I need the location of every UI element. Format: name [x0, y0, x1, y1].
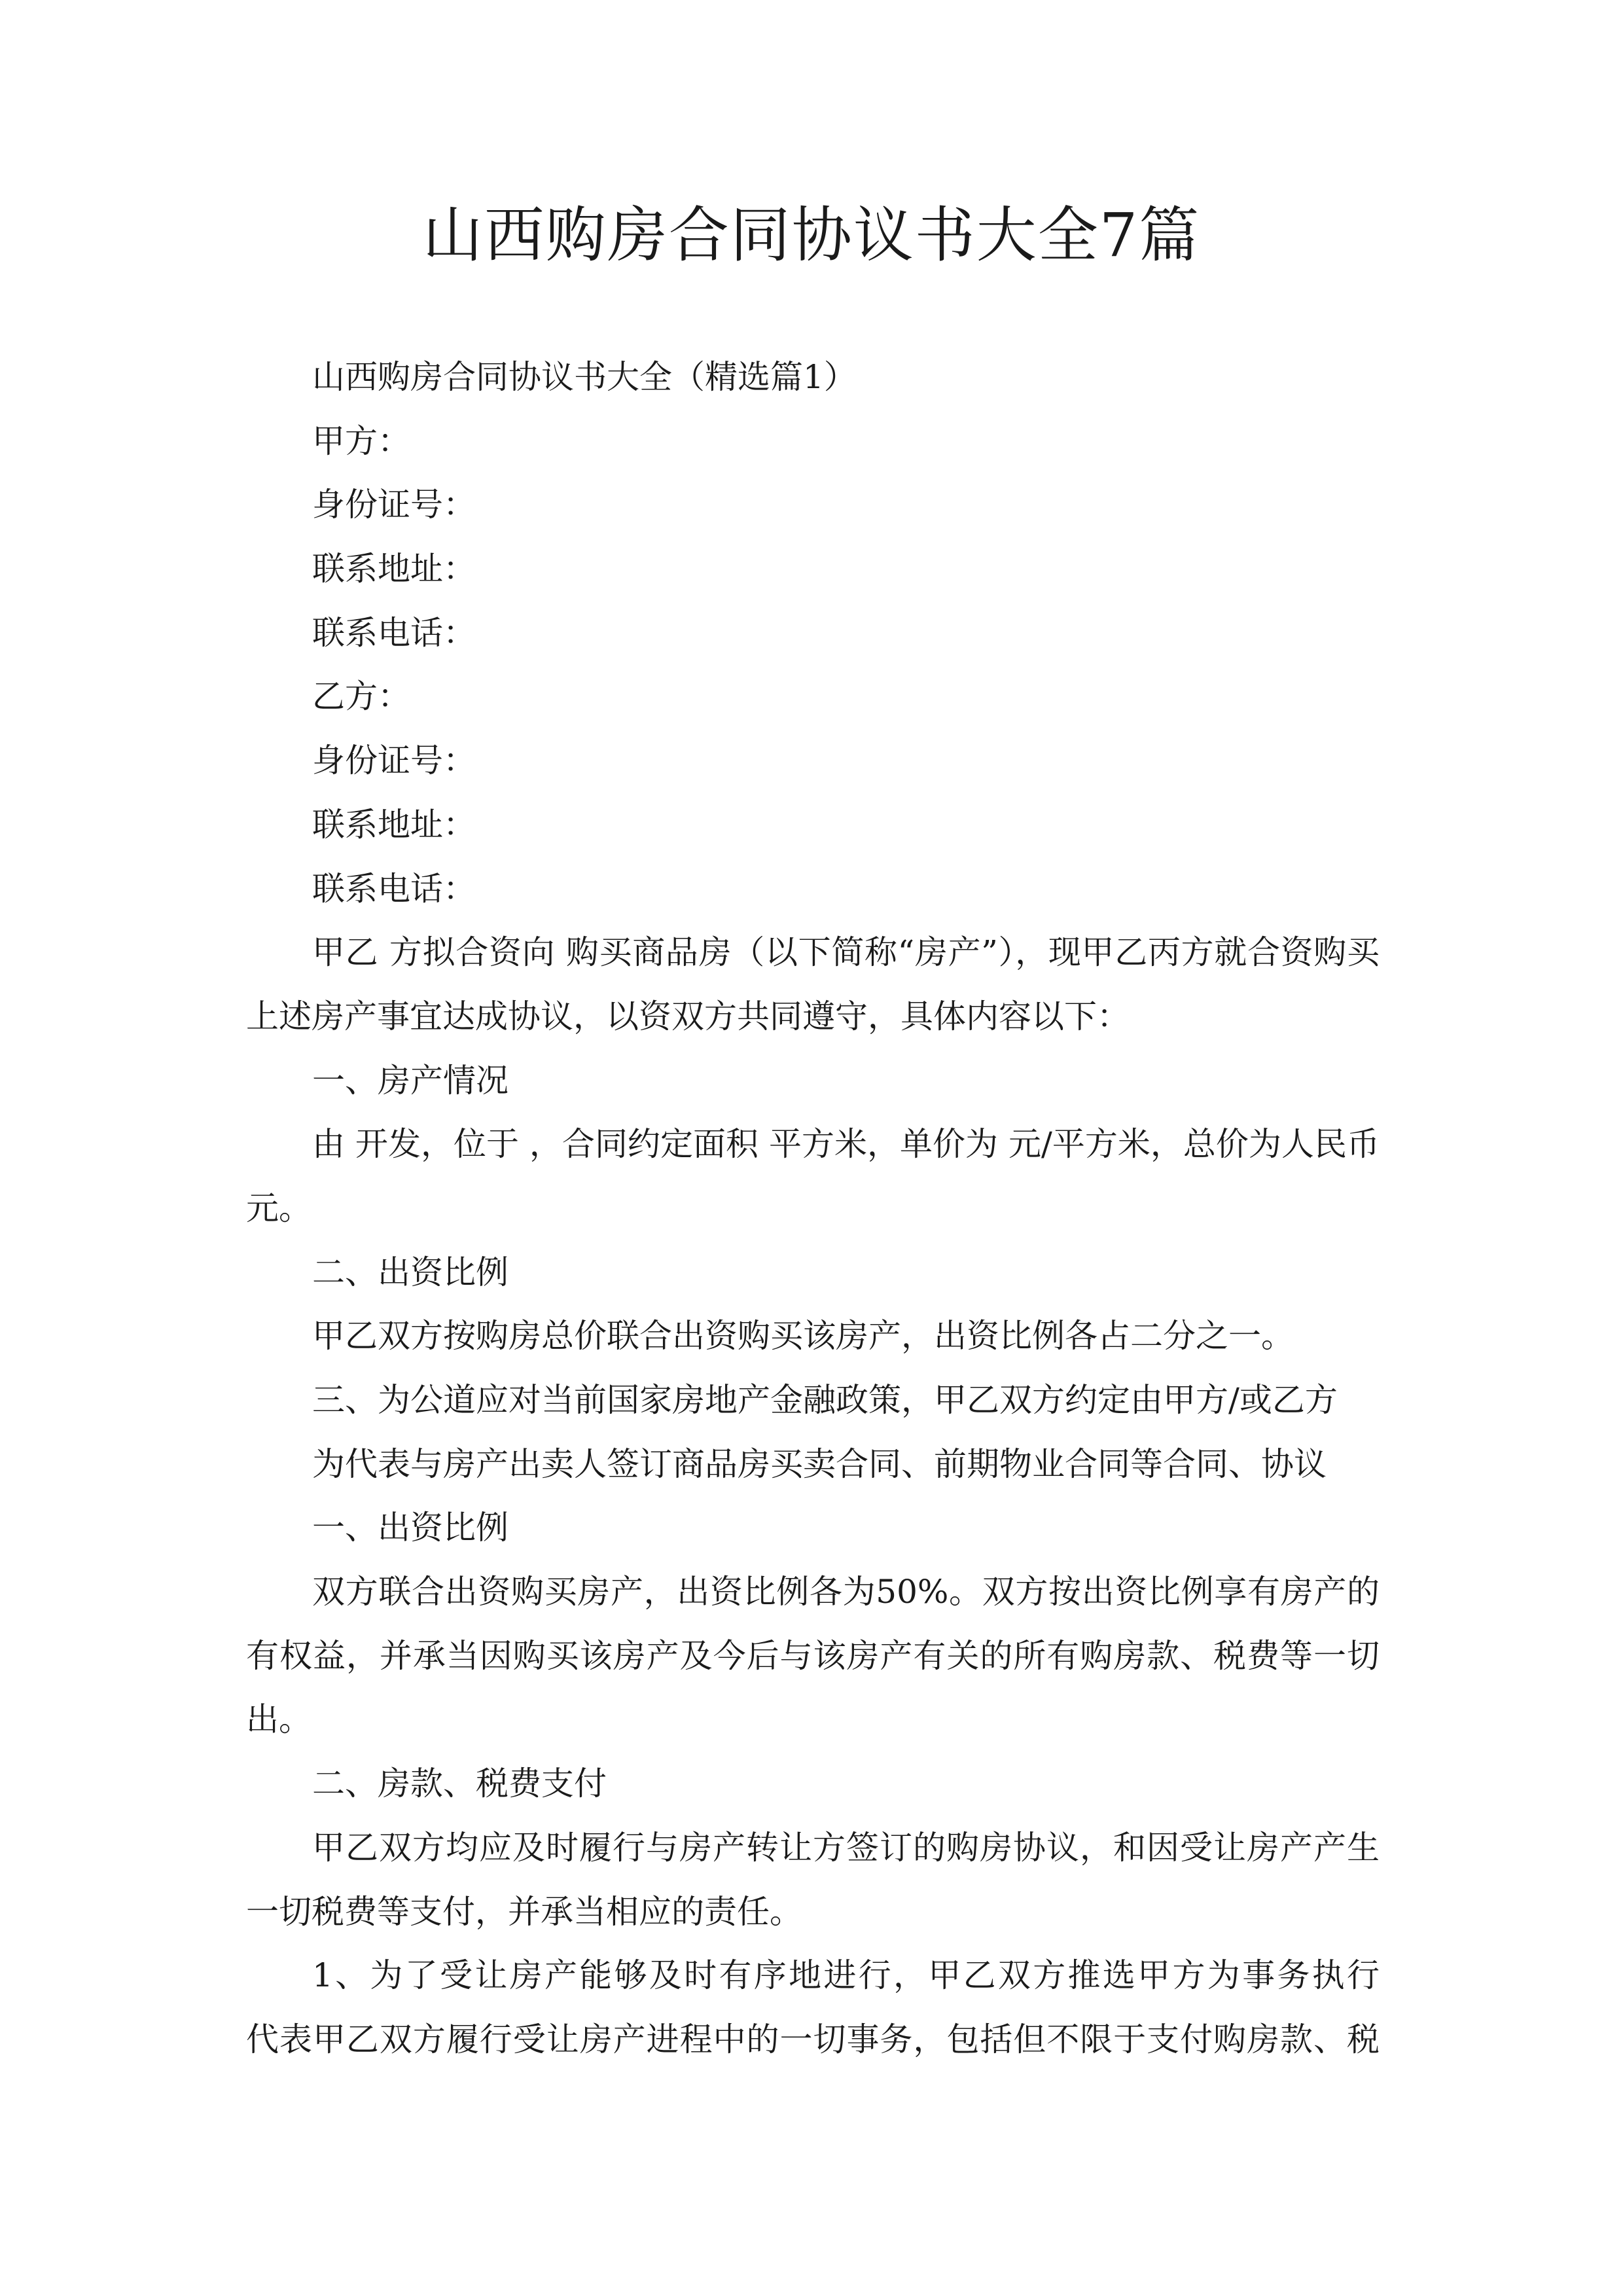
document-body: [246, 346, 1380, 2072]
paragraph-line: 1、为了受让房产能够及时有序地进行，甲乙双方推选甲方为事务执行: [312, 1956, 1380, 1995]
paragraph-line: 甲乙双方均应及时履行与房产转让方签订的购房协议，和因受让房产产生: [312, 1828, 1380, 1867]
paragraph-line: 山西购房合同协议书大全（精选篇1）: [312, 358, 857, 396]
paragraph-line: 联系电话：: [312, 613, 476, 652]
paragraph-line: 身份证号：: [312, 486, 476, 524]
paragraph-line: 为代表与房产出卖人签订商品房买卖合同、前期物业合同等合同、协议: [312, 1444, 1327, 1483]
paragraph-line: 一、房产情况: [312, 1061, 508, 1100]
paragraph-line: 联系电话：: [312, 869, 476, 908]
paragraph-line: 三、为公道应对当前国家房地产金融政策，甲乙双方约定由甲方/或乙方: [312, 1381, 1338, 1419]
paragraph-line: 乙方：: [312, 677, 410, 716]
paragraph-line: 有权益，并承当因购买该房产及今后与该房产有关的所有购房款、税费等一切: [246, 1636, 1380, 1675]
paragraph-line: 一、出资比例: [312, 1509, 508, 1547]
paragraph-line: 一切税费等支付，并承当相应的责任。: [246, 1892, 802, 1931]
paragraph-line: 上述房产事宜达成协议，以资双方共同遵守，具体内容以下：: [246, 997, 1130, 1035]
paragraph-line: 联系地址：: [312, 805, 476, 844]
paragraph-line: 身份证号：: [312, 742, 476, 780]
paragraph-line: 甲方：: [312, 422, 410, 460]
paragraph-line: 联系地址：: [312, 550, 476, 588]
paragraph-line: 由 开发，位于 ，合同约定面积 平方米，单价为 元/平方米，总价为人民币: [312, 1125, 1380, 1164]
paragraph-line: 二、出资比例: [312, 1253, 508, 1291]
paragraph-line: 二、房款、税费支付: [312, 1765, 607, 1803]
paragraph-line: 元。: [246, 1189, 312, 1227]
paragraph-line: 双方联合出资购买房产，出资比例各为50%。双方按出资比例享有房产的: [312, 1573, 1380, 1611]
paragraph-line: 代表甲乙双方履行受让房产进程中的一切事务，包括但不限于支付购房款、税: [246, 2020, 1380, 2058]
paragraph-line: 甲乙双方按购房总价联合出资购买该房产，出资比例各占二分之一。: [312, 1317, 1294, 1355]
paragraph-line: 甲乙 方拟合资向 购买商品房（以下简称“房产”），现甲乙丙方就合资购买: [312, 933, 1380, 972]
document-title: 山西购房合同协议书大全7篇: [422, 200, 1201, 270]
paragraph-line: 出。: [246, 1700, 312, 1739]
